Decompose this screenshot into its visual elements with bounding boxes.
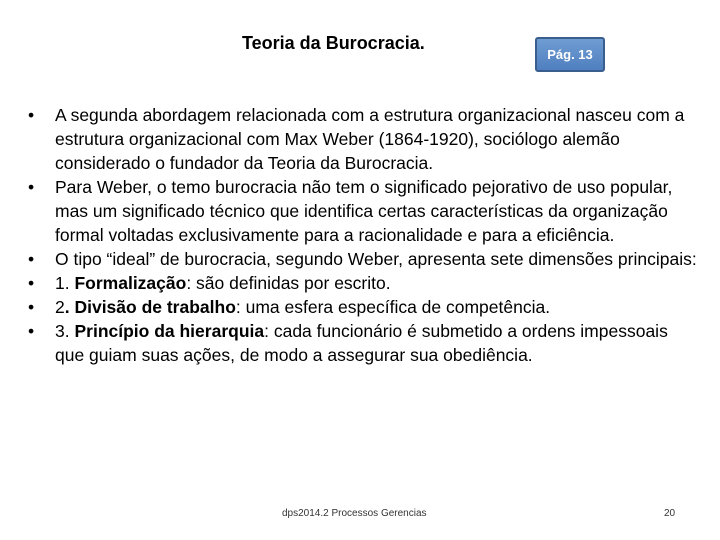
bullet-text: Para Weber, o temo burocracia não tem o significado pejorativo de uso popular, mas um significado técnico que identifica certas características da organização formal voltadas exclusivamente para a racionalidade e para a eficiência.	[55, 177, 673, 245]
bullet-dot-icon: •	[28, 249, 35, 269]
page-badge: Pág. 13	[535, 37, 605, 72]
bullet-text-bold: Princípio da hierarquia	[74, 321, 265, 341]
bullet-item	[28, 295, 698, 319]
bullet-text-suffix: : cada funcionário é submetido a ordens impessoais que guiam suas ações, de modo a assegurar sua obediência.	[55, 321, 668, 365]
bullet-text-bold: . Divisão de trabalho	[64, 297, 236, 317]
bullet-text-prefix: 1.	[55, 273, 75, 293]
footer-text: dps2014.2 Processos Gerencias	[282, 508, 427, 519]
bullet-dot-icon: •	[28, 177, 35, 197]
bullet-list	[28, 103, 698, 367]
bullet-item	[28, 271, 698, 295]
bullet-item	[28, 319, 698, 367]
bullet-item	[28, 247, 698, 271]
bullet-item	[28, 175, 698, 247]
bullet-dot-icon: •	[28, 321, 35, 341]
bullet-dot-icon: •	[28, 297, 35, 317]
slide-title: Teoria da Burocracia.	[242, 33, 425, 53]
bullet-dot-icon: •	[28, 273, 35, 293]
bullet-text-prefix: 2	[55, 297, 65, 317]
bullet-item	[28, 103, 698, 175]
bullet-text-suffix: : uma esfera específica de competência.	[235, 297, 551, 317]
bullet-text: O tipo “ideal” de burocracia, segundo Weber, apresenta sete dimensões principais:	[55, 249, 697, 269]
bullet-text: A segunda abordagem relacionada com a estrutura organizacional nasceu com a estrutura organizacional com Max Weber (1864-1920), sociólogo alemão considerado o fundador da Teoria da Burocracia.	[55, 105, 685, 173]
bullet-text-prefix: 3.	[55, 321, 75, 341]
bullet-text-suffix: : são definidas por escrito.	[186, 273, 391, 293]
bullet-dot-icon: •	[28, 105, 35, 125]
page-number: 20	[664, 508, 676, 519]
bullet-text-bold: Formalização	[74, 273, 187, 293]
